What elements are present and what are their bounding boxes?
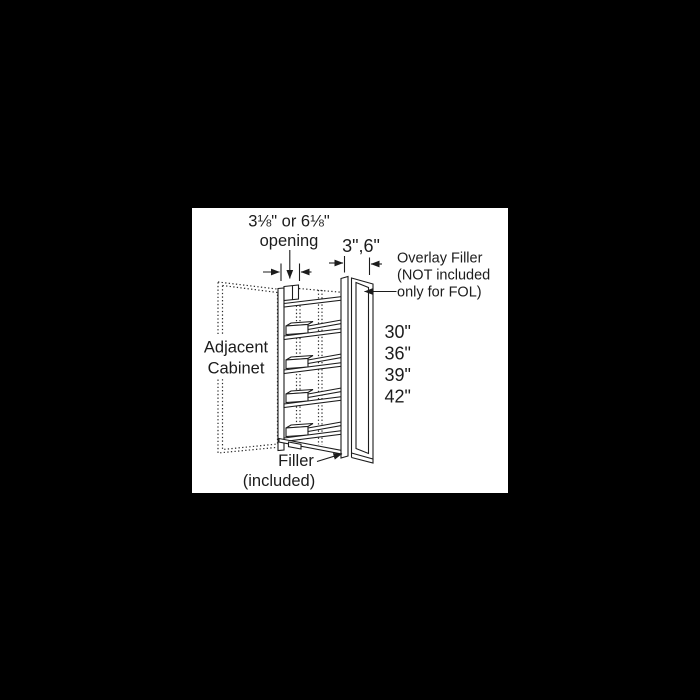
height-option-36: 36" — [384, 343, 411, 364]
opening-dimension-label: 3⅛" or 6⅛" — [248, 212, 330, 231]
opening-dimension — [263, 250, 312, 281]
opening-dimension-label-line2: opening — [259, 232, 319, 250]
pullout-unit — [278, 285, 347, 455]
overlay-filler-note — [397, 251, 490, 301]
overlay-filler-note-line1: Overlay Filler — [397, 250, 483, 267]
filler-included-label — [243, 452, 315, 490]
filler-included-label-line2: (included) — [242, 472, 316, 490]
pullout-shelf-2 — [284, 353, 347, 374]
adjacent-cabinet-label-line2: Cabinet — [207, 359, 265, 378]
pullout-top-block — [284, 285, 299, 301]
filler-width-dimension — [329, 256, 382, 275]
pullout-left-upright — [278, 288, 284, 451]
filler-pullout-diagram — [192, 208, 508, 493]
pullout-shelf-1 — [284, 319, 347, 340]
filler-included-label-line1: Filler — [278, 452, 314, 470]
overlay-filler-note-line2: (NOT included — [397, 267, 491, 284]
height-option-39: 39" — [384, 365, 411, 385]
filler-panel — [341, 277, 348, 459]
pullout-shelf-4 — [284, 421, 347, 442]
adjacent-cabinet-label-line1: Adjacent — [203, 338, 269, 357]
adjacent-cabinet-label — [204, 336, 269, 378]
drawing-canvas — [192, 208, 508, 493]
filler-callout-arrow — [317, 454, 342, 462]
overlay-filler-panel — [352, 278, 374, 463]
height-option-30: 30" — [384, 322, 411, 342]
filler-width-dim-label: 3",6" — [342, 236, 380, 256]
height-options — [385, 322, 411, 407]
height-option-42: 42" — [384, 386, 411, 407]
pullout-shelf-3 — [284, 387, 347, 408]
overlay-filler-note-line3: only for FOL) — [397, 284, 482, 301]
